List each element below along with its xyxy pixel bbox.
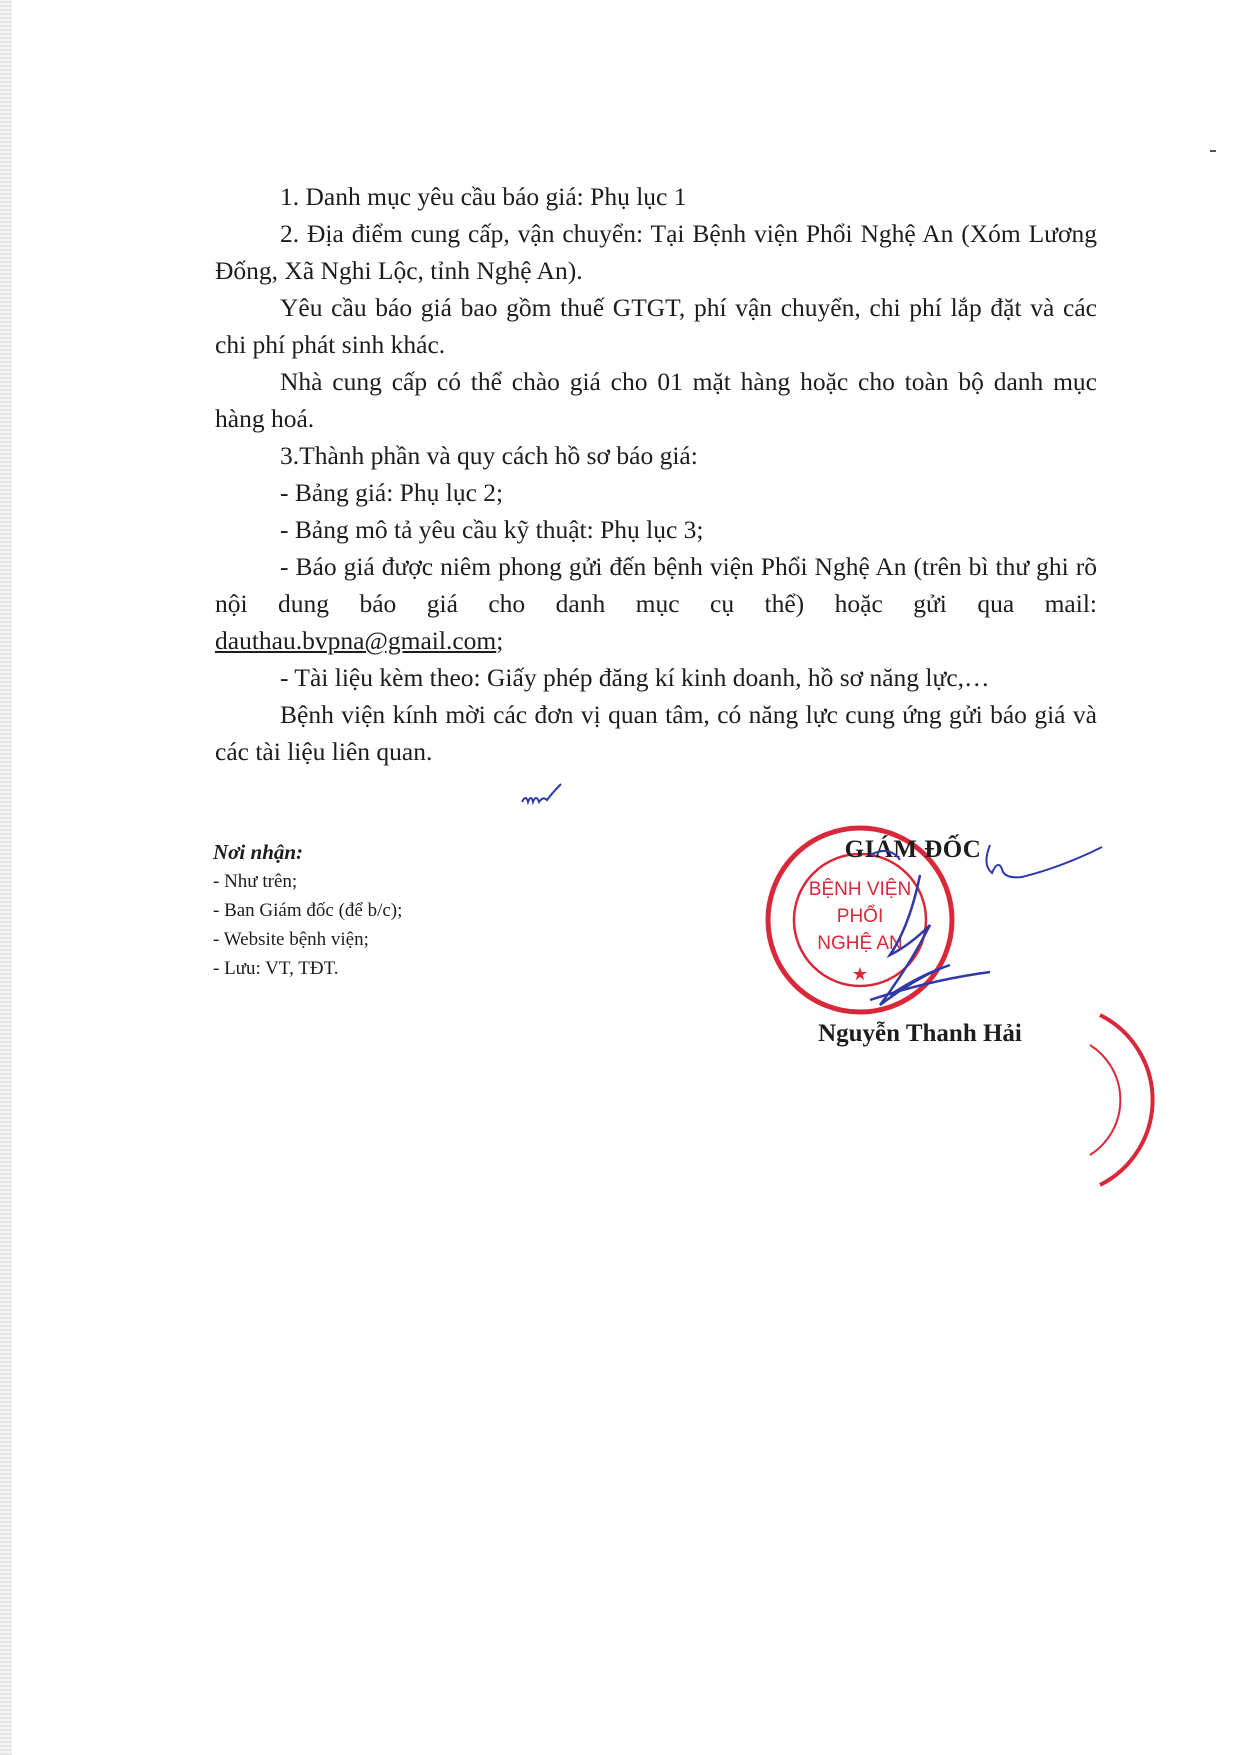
recipients-block bbox=[213, 838, 402, 983]
recipients-title: Nơi nhận: bbox=[213, 840, 304, 864]
item-3: 3.Thành phần và quy cách hồ sơ báo giá: bbox=[280, 441, 698, 470]
scan-edge bbox=[0, 0, 12, 1755]
stamp-line-2: PHỔI bbox=[836, 906, 884, 927]
partial-stamp bbox=[1080, 1000, 1210, 1200]
letter-body bbox=[215, 178, 1097, 770]
svg-text:★: ★ bbox=[851, 964, 869, 984]
signer-name: Nguyễn Thanh Hải bbox=[818, 1020, 1022, 1047]
item-1: 1. Danh mục yêu cầu báo giá: Phụ lục 1 bbox=[280, 182, 687, 211]
recipient-item: - Ban Giám đốc (để b/c); bbox=[213, 900, 403, 921]
bullet-price-table: - Bảng giá: Phụ lục 2; bbox=[280, 478, 504, 507]
requirement-paragraph: Yêu cầu báo giá bao gồm thuế GTGT, phí vận chuyển, chi phí lắp đặt và các chi phí phát sinh khác. bbox=[215, 293, 1097, 359]
recipient-item: - Như trên; bbox=[213, 871, 298, 892]
bullet-attachments: - Tài liệu kèm theo: Giấy phép đăng kí kinh doanh, hồ sơ năng lực,… bbox=[280, 663, 990, 692]
closing-paragraph: Bệnh viện kính mời các đơn vị quan tâm, có năng lực cung ứng gửi báo giá và các tài liệu liên quan. bbox=[215, 700, 1097, 766]
recipient-item: - Website bệnh viện; bbox=[213, 929, 369, 950]
bullet-sealed-text: - Báo giá được niêm phong gửi đến bệnh viện Phổi Nghệ An (trên bì thư ghi rõ nội dung báo giá cho danh mục cụ thể) hoặc gửi qua mail: bbox=[215, 552, 1097, 618]
item-2: 2. Địa điểm cung cấp, vận chuyển: Tại Bệnh viện Phổi Nghệ An (Xóm Lương Đống, Xã Nghi Lộc, tỉnh Nghệ An). bbox=[215, 219, 1097, 285]
stamp-line-3: NGHỆ AN bbox=[817, 933, 903, 954]
bullet-sealed-end: ; bbox=[496, 626, 504, 655]
stamp-line-1: BỆNH VIỆN bbox=[808, 879, 912, 900]
initials-mark bbox=[520, 780, 570, 810]
bullet-technical: - Bảng mô tả yêu cầu kỹ thuật: Phụ lục 3; bbox=[280, 515, 704, 544]
email-link[interactable]: dauthau.bvpna@gmail.com bbox=[215, 626, 497, 655]
bullet-sealed-quote bbox=[215, 548, 1097, 659]
recipient-item: - Lưu: VT, TĐT. bbox=[213, 958, 339, 979]
scan-mark bbox=[1210, 150, 1216, 152]
supplier-paragraph: Nhà cung cấp có thể chào giá cho 01 mặt hàng hoặc cho toàn bộ danh mục hàng hoá. bbox=[215, 367, 1097, 433]
signer-title: GIÁM ĐỐC bbox=[844, 836, 982, 863]
